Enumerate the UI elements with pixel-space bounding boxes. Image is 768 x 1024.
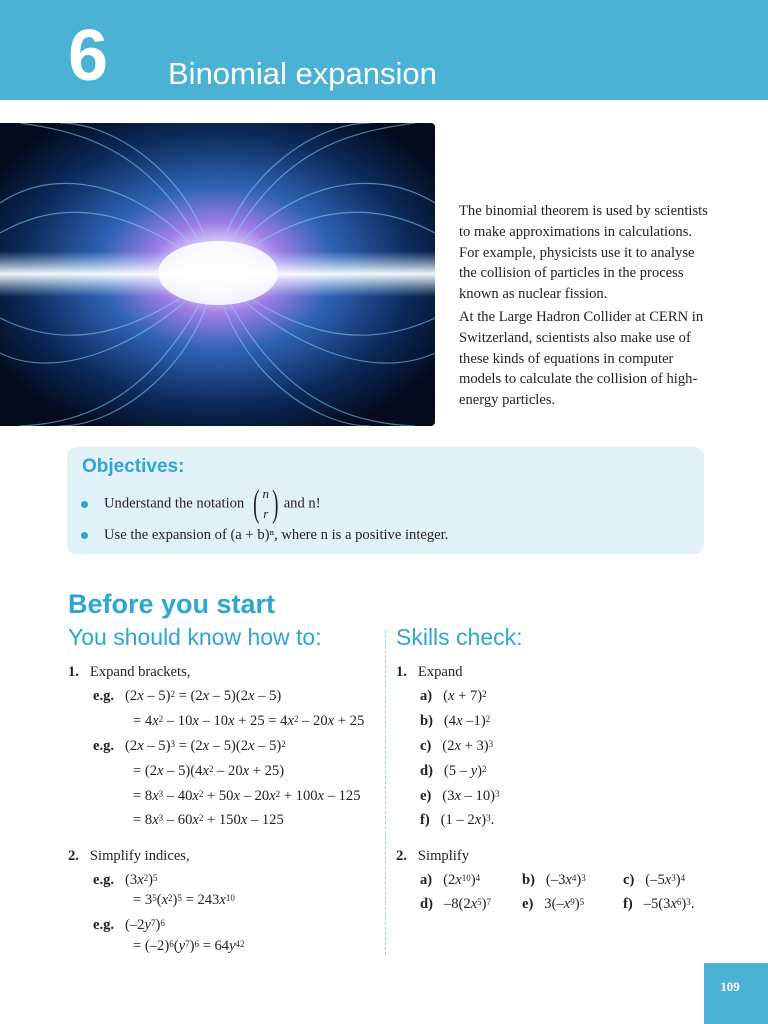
objective-item-1: Understand the notation ( n r ) and n! — [81, 484, 321, 524]
example-line: = $8x^3 - 60x^2 + 150x - 125$ — [133, 812, 284, 828]
exercise-item: b) $(-3x^4)^3$ — [522, 872, 586, 888]
intro-text — [459, 201, 709, 413]
intro-paragraph-2: At the Large Hadron Collider at CERN in Switzerland, scientists also make use of these kinds of equations in computer models to calculate the collision of high-energy particles. — [459, 308, 704, 409]
right-column-title: Skills check: — [396, 624, 523, 650]
page-number-tab — [704, 963, 768, 1024]
left-question-1: 1. Expand brackets, — [68, 664, 191, 680]
example-line: = $3^5(x^2)^5 = 243x^{10}$ — [133, 892, 235, 908]
exercise-item: c) $(-5x^3)^4$ — [623, 872, 686, 888]
exercise-item: a) $(2x^{10})^4$ — [420, 872, 481, 888]
example-line: = $(-2)^6(y^7)^6 = 64y^{42}$ — [133, 938, 245, 954]
objective-item-2: Use the expansion of (a + b)ⁿ, where n is a positive integer. — [81, 527, 448, 544]
example-line: e.g. (2x – 5)$^2$ = (2x – 5)(2x – 5) — [93, 688, 282, 704]
example-line: = $8x^3 - 40x^2 + 50x - 20x^2 + 100x - 125$ — [133, 788, 361, 804]
column-divider — [385, 630, 386, 955]
exercise-item: f) (1 – 2x)$^3$. — [420, 812, 495, 828]
left-column-title: You should know how to: — [68, 624, 322, 650]
exercise-item: e) $3(-x^9)^5$ — [522, 896, 585, 912]
left-question-2: 2. Simplify indices, — [68, 848, 190, 864]
chapter-title: Binomial expansion — [168, 56, 437, 91]
bullet-icon — [81, 501, 88, 508]
right-question-1: 1. Expand — [396, 664, 463, 680]
exercise-item: d) (5 – y)$^2$ — [420, 763, 487, 779]
exercise-item: f) $-5(3x^6)^3$. — [623, 896, 695, 912]
exercise-item: d) $-8(2x^5)^7$ — [420, 896, 492, 912]
example-line: e.g. (2x – 5)$^3$ = (2x – 5)(2x – 5)$^2$ — [93, 738, 286, 754]
particle-collision-image — [0, 123, 435, 426]
intro-paragraph-1: The binomial theorem is used by scientists to make approximations in calculations. For example, physicists use it to analyse the collision of particles in the process known as nuclear fission. — [459, 203, 708, 303]
exercise-item: c) $(2x + 3)^3$ — [420, 738, 494, 754]
example-line: e.g. $(-2y^7)^6$ — [93, 917, 165, 933]
chapter-number: 6 — [68, 16, 109, 96]
objectives-box — [67, 447, 704, 554]
example-line: e.g. $(3x^2)^5$ — [93, 872, 158, 888]
bullet-icon — [81, 532, 88, 539]
chapter-header — [0, 0, 768, 100]
exercise-item: a) $(x + 7)^2$ — [420, 688, 487, 704]
example-line: = $(2x - 5)(4x^2 - 20x + 25)$ — [133, 763, 285, 779]
exercise-item: b) (4x –1)$^2$ — [420, 713, 491, 729]
section-title: Before you start — [68, 589, 276, 619]
right-question-2: 2. Simplify — [396, 848, 469, 864]
page-number: 109 — [720, 979, 740, 994]
binomial-coefficient: ( n r ) — [253, 483, 279, 525]
objectives-title: Objectives: — [82, 456, 185, 477]
example-line: = $4x^2 - 10x - 10x + 25 = 4x^2 - 20x + 25$ — [133, 713, 365, 729]
exercise-item: e) (3x – 10)$^3$ — [420, 788, 500, 804]
